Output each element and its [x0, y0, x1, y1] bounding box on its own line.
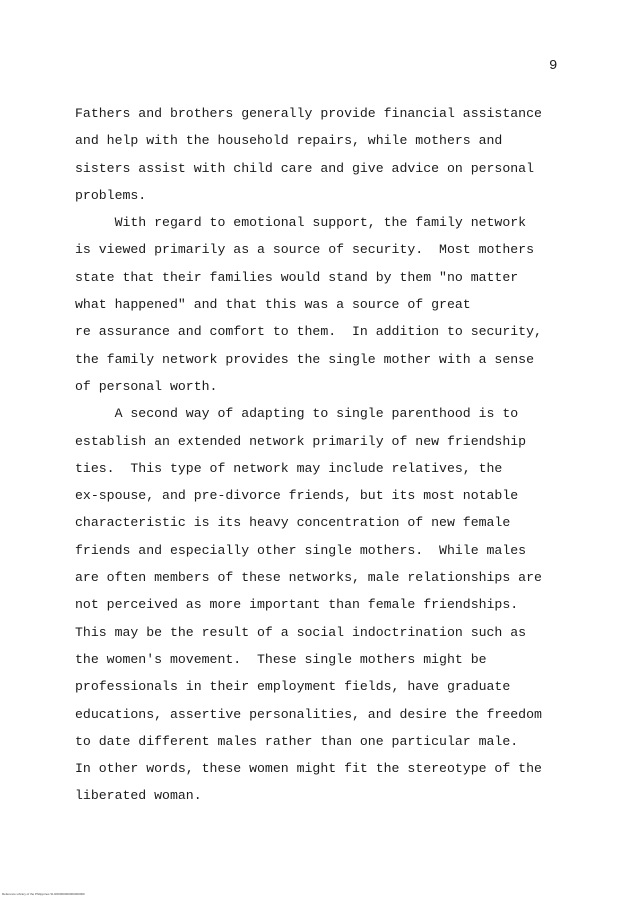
page-number: 9 [549, 58, 558, 74]
text-line: state that their families would stand by them "no matter [75, 269, 519, 285]
text-line: educations, assertive personalities, and desire the freedom [75, 706, 542, 722]
footer-stamp: Reference Library of the Philippines SI-R00000000000000000 [2, 892, 85, 896]
text-line: to date different males rather than one particular male. [75, 733, 519, 749]
text-line: re assurance and comfort to them. In addition to security, [75, 324, 542, 340]
text-line: is viewed primarily as a source of security. Most mothers [75, 242, 534, 258]
text-line: are often members of these networks, male relationships are [75, 570, 542, 586]
text-line: This may be the result of a social indoctrination such as [75, 624, 527, 640]
text-line: In other words, these women might fit the stereotype of the [75, 761, 542, 777]
text-line: A second way of adapting to single parenthood is to [75, 406, 519, 422]
text-line: ex-spouse, and pre-divorce friends, but its most notable [75, 488, 519, 504]
text-line: With regard to emotional support, the family network [75, 215, 527, 231]
text-line: Fathers and brothers generally provide financial assistance [75, 106, 542, 121]
text-line: friends and especially other single mothers. While males [75, 542, 527, 558]
text-line: ties. This type of network may include relatives, the [75, 460, 503, 476]
text-line: the women's movement. These single mothers might be [75, 651, 487, 667]
text-line: problems. [75, 187, 147, 203]
text-line: the family network provides the single mother with a sense [75, 351, 534, 367]
text-line: what happened" and that this was a source of great [75, 297, 471, 313]
text-line: sisters assist with child care and give advice on personal [75, 160, 534, 176]
text-line: establish an extended network primarily of new friendship [75, 433, 527, 449]
text-line: not perceived as more important than female friendships. [75, 597, 519, 613]
text-line: and help with the household repairs, while mothers and [75, 133, 503, 149]
text-line: of personal worth. [75, 378, 218, 394]
text-line: characteristic is its heavy concentration of new female [75, 515, 511, 531]
body-text [75, 100, 575, 810]
text-line: professionals in their employment fields, have graduate [75, 679, 511, 695]
text-line: liberated woman. [75, 788, 202, 804]
